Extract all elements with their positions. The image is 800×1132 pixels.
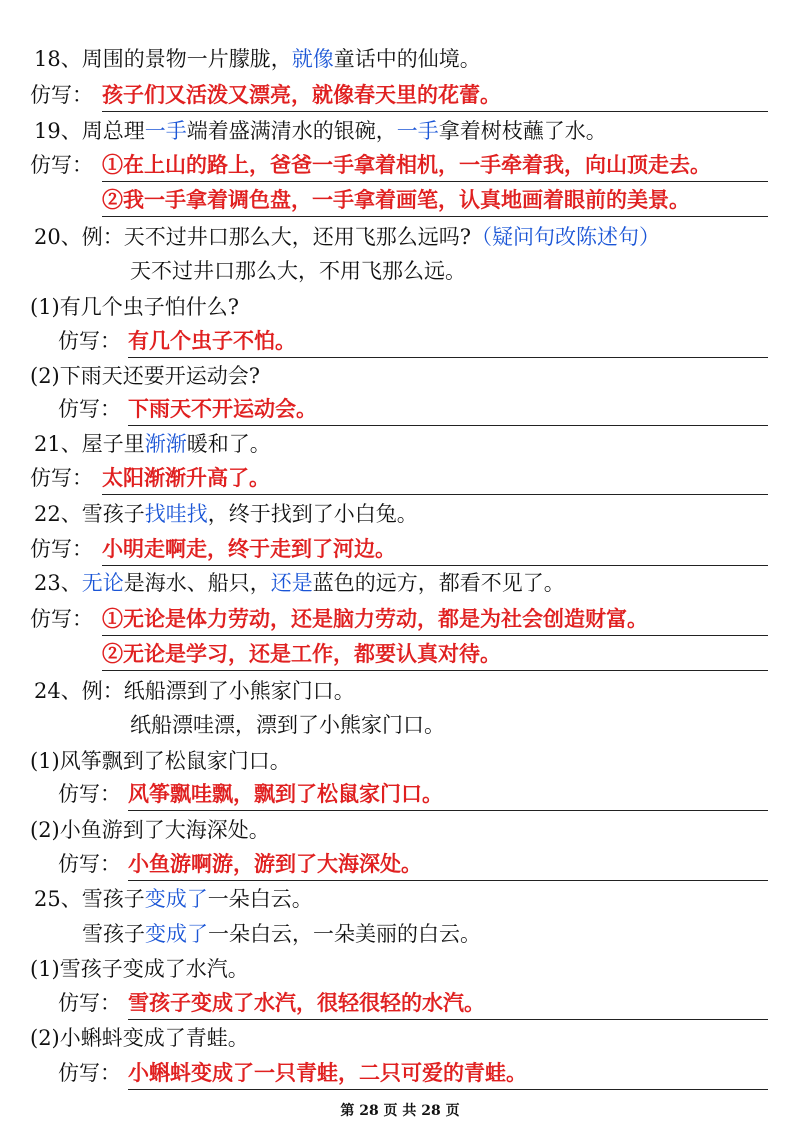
q24-sub2-label: 仿写：: [58, 852, 121, 876]
q19-answer-1: ①在上山的路上，爸爸一手拿着相机，一手牵着我，向山顶走去。: [102, 148, 768, 182]
q23-sentence: 23、无论是海水、船只，还是蓝色的远方，都看不见了。: [34, 571, 565, 595]
q23-label: 仿写：: [30, 607, 93, 631]
q24-sub1-answer: 风筝飘哇飘，飘到了松鼠家门口。: [128, 777, 768, 811]
q24-sub2: (2)小鱼游到了大海深处。: [30, 818, 270, 842]
q18-number: 18、: [34, 47, 82, 71]
q23-answer-2: ②无论是学习，还是工作，都要认真对待。: [102, 637, 768, 671]
q19-number: 19、: [34, 119, 82, 143]
q20-sub1-label: 仿写：: [58, 329, 121, 353]
q21-answer: 太阳渐渐升高了。: [102, 461, 768, 495]
q20-sub2-label: 仿写：: [58, 397, 121, 421]
q20-example: 20、例：天不过井口那么大，还用飞那么远吗?（疑问句改陈述句）: [34, 225, 660, 249]
q25-sub2: (2)小蝌蚪变成了青蛙。: [30, 1026, 249, 1050]
q20-sub1-answer: 有几个虫子不怕。: [128, 324, 768, 358]
q24-example: 24、例：纸船漂到了小熊家门口。: [34, 679, 355, 703]
q21-sentence: 21、屋子里渐渐暖和了。: [34, 432, 271, 456]
q19-label: 仿写：: [30, 153, 93, 177]
q18-highlight: 就像: [291, 47, 334, 71]
q20-number: 20、: [34, 225, 82, 249]
page-footer: 第 28 页 共 28 页: [340, 1103, 460, 1119]
q24-sub1: (1)风筝飘到了松鼠家门口。: [30, 749, 291, 773]
q23-answer-1: ①无论是体力劳动，还是脑力劳动，都是为社会创造财富。: [102, 602, 768, 636]
q19-sentence: 19、周总理一手端着盛满清水的银碗，一手拿着树枝蘸了水。: [34, 119, 607, 143]
q25-sub1-answer: 雪孩子变成了水汽，很轻很轻的水汽。: [128, 986, 768, 1020]
q25-sub1: (1)雪孩子变成了水汽。: [30, 957, 249, 981]
q23-number: 23、: [34, 571, 82, 595]
q24-sub2-answer: 小鱼游啊游，游到了大海深处。: [128, 847, 768, 881]
q18-sentence: 18、周围的景物一片朦胧，就像童话中的仙境。: [34, 47, 481, 71]
q22-answer: 小明走啊走，终于走到了河边。: [102, 532, 768, 566]
q24-number: 24、: [34, 679, 82, 703]
q25-sub2-label: 仿写：: [58, 1061, 121, 1085]
q18-label: 仿写：: [30, 83, 93, 107]
q24-sub1-label: 仿写：: [58, 782, 121, 806]
q21-number: 21、: [34, 432, 82, 456]
q20-sub1: (1)有几个虫子怕什么?: [30, 295, 240, 319]
q25-sub2-answer: 小蝌蚪变成了一只青蛙，二只可爱的青蛙。: [128, 1056, 768, 1090]
q18-answer: 孩子们又活泼又漂亮，就像春天里的花蕾。: [102, 78, 768, 112]
q20-sub2-answer: 下雨天不开运动会。: [128, 392, 768, 426]
q25-number: 25、: [34, 887, 82, 911]
q22-sentence: 22、雪孩子找哇找，终于找到了小白兔。: [34, 502, 418, 526]
q21-label: 仿写：: [30, 466, 93, 490]
q20-task: （疑问句改陈述句）: [471, 225, 660, 249]
q22-number: 22、: [34, 502, 82, 526]
q25-sub1-label: 仿写：: [58, 991, 121, 1015]
q24-example-answer: 纸船漂哇漂，漂到了小熊家门口。: [130, 713, 445, 737]
q20-sub2: (2)下雨天还要开运动会?: [30, 364, 261, 388]
q19-answer-2: ②我一手拿着调色盘，一手拿着画笔，认真地画着眼前的美景。: [102, 183, 768, 217]
q20-example-answer: 天不过井口那么大，不用飞那么远。: [130, 259, 466, 283]
q22-label: 仿写：: [30, 537, 93, 561]
q25-sentence: 25、雪孩子变成了一朵白云。: [34, 887, 313, 911]
q25-example: 雪孩子变成了一朵白云，一朵美丽的白云。: [82, 922, 481, 946]
